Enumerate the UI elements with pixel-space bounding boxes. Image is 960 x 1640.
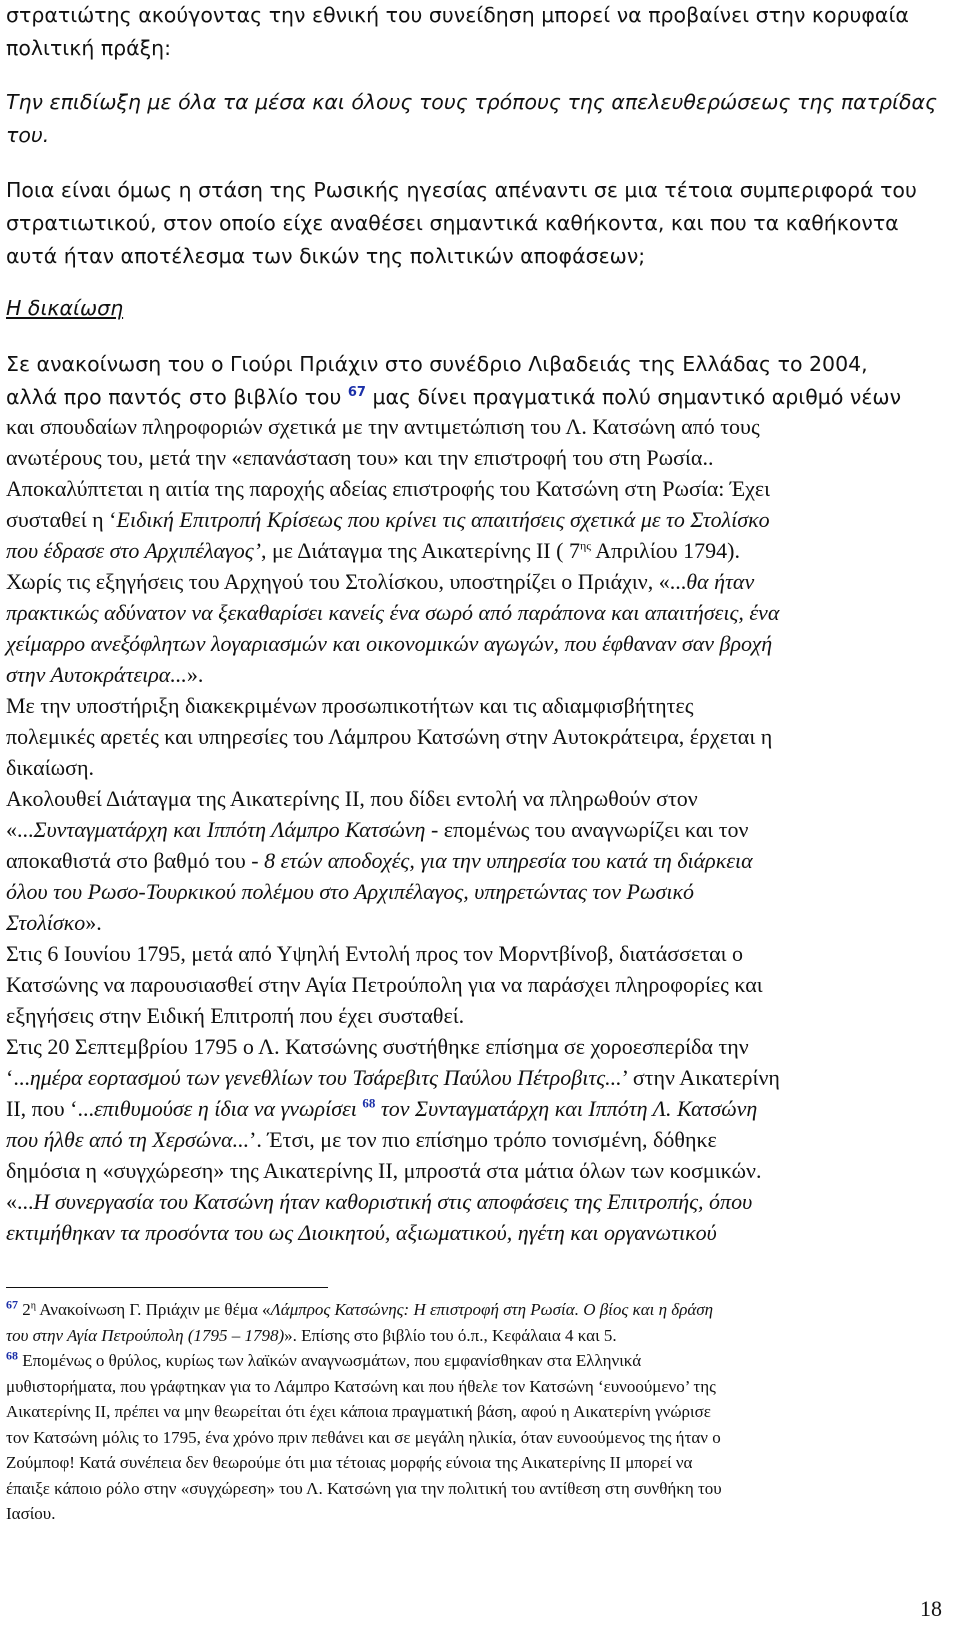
text-line: δικαίωση. [6, 755, 94, 780]
text-line: Ακολουθεί Διάταγμα της Αικατερίνης ΙΙ, που δίδει εντολή να πληρωθούν στον [6, 786, 698, 811]
footnote-68: $^{68}$ Επομένως ο θρύλος, κυρίως των λαϊκών αναγνωσμάτων, που εμφανίσθηκαν στα Ελληνικά [6, 1348, 642, 1370]
text-line: πολιτική πράξη: [6, 36, 172, 60]
text-line: Στις 6 Ιουνίου 1795, μετά από Υψηλή Εντολή προς τον Μορντβίνοβ, διατάσσεται ο [6, 941, 744, 966]
footnote-line: τον Κατσώνη μόλις το 1795, ένα χρόνο πριν πεθάνει και σε μεγάλη ηλικία, όταν ευνοούμενος της ήταν ο [6, 1427, 721, 1447]
text-line: πολεμικές αρετές και υπηρεσίες του Λάμπρου Κατσώνη στην Αυτοκράτειρα, έρχεται η [6, 724, 773, 749]
text-line: στρατιωτικού, στον οποίο είχε αναθέσει σημαντικά καθήκοντα, και που τα καθήκοντα [6, 211, 899, 235]
footnote-line: Ζούμποφ! Κατά συνέπεια δεν θεωρούμε ότι μια τέτοιας μορφής εύνοια της Αικατερίνης ΙΙ μπορεί να [6, 1453, 693, 1472]
text-line: Την επιδίωξη με όλα τα μέσα και όλους τους τρόπους της απελευθερώσεως της πατρίδας [6, 90, 938, 114]
text-line: εξηγήσεις στην Ειδική Επιτροπή που έχει συσταθεί. [6, 1003, 465, 1028]
text-line: του. [6, 123, 50, 147]
paragraph-main [6, 411, 951, 1248]
text-line: πρακτικώς αδύνατον να ξεκαθαρίσει κανείς ένα σωρό από παράπονα και απαιτήσεις, ένα [6, 600, 780, 625]
text-line: συσταθεί η ‘Ειδική Επιτροπή Κρίσεως που κρίνει τις απαιτήσεις σχετικά με το Στολίσκο [6, 507, 770, 532]
footnote-line: του στην Αγία Πετρούπολη (1795 – 1798)». Επίσης στο βιβλίο του ό.π., Κεφάλαια 4 και 5. [6, 1325, 617, 1345]
footnote-67: $^{67}$ $2^\eta$ Ανακοίνωση Γ. Πριάχιν με θέμα «Λάμπρος Κατσώνης: Η επιστροφή στη Ρωσία. Ο βίος και η δράση [6, 1297, 714, 1319]
text-line: Κατσώνης να παρουσιασθεί στην Αγία Πετρούπολη για να παράσχει πληροφορίες και [6, 972, 763, 997]
footnotes [6, 1297, 951, 1527]
text-line: ‘...ημέρα εορτασμού των γενεθλίων του Τσάρεβιτς Παύλου Πέτροβιτς...’ στην Αικατερίνη [6, 1065, 780, 1090]
text-line: δημόσια η «συγχώρεση» της Αικατερίνης ΙΙ, μπροστά στα μάτια όλων των κοσμικών. [6, 1158, 762, 1183]
text-line: στην Αυτοκράτειρα...». [6, 662, 204, 687]
section-heading: Η δικαίωση [6, 296, 124, 320]
text-line: χείμαρρο ανεξόφλητων λογαριασμών και οικονομικών αγωγών, που έφθαναν σαν βροχή [6, 631, 773, 656]
text-line: εκτιμήθηκαν τα προσόντα του ως Διοικητού, αξιωματικού, ηγέτη και οργανωτικού [6, 1220, 717, 1245]
text-line: και σπουδαίων πληροφοριών σχετικά με την αντιμετώπιση του Λ. Κατσώνη από τους [6, 414, 760, 439]
text-line: που ήλθε από τη Χερσώνα...’. Έτσι, με τον πιο επίσημο τρόπο τονισμένη, δόθηκε [6, 1127, 717, 1152]
text-line: Αποκαλύπτεται η αιτία της παροχής αδείας επιστροφής του Κατσώνη στη Ρωσία: Έχει [6, 476, 771, 501]
footnote-separator [6, 1287, 328, 1288]
footnote-marker-68: 68 [6, 1348, 18, 1363]
text-line: ΙΙ, που ‘...επιθυμούσε η ίδια να γνωρίσει $^{68}$ τον Συνταγματάρχη και Ιππότη Λ. Κατσώνη [6, 1095, 758, 1121]
footnote-marker-67: 67 [6, 1297, 18, 1312]
text-line: Στις 20 Σεπτεμβρίου 1795 ο Λ. Κατσώνης συστήθηκε επίσημα σε χοροεσπερίδα την [6, 1034, 749, 1059]
text-line: Χωρίς τις εξηγήσεις του Αρχηγού του Στολίσκου, υποστηρίζει ο Πριάχιν, «...θα ήταν [6, 569, 755, 594]
paragraph-goal [6, 86, 951, 152]
text-line: αλλά προ παντός στο βιβλίο του $^{67}$ μας δίνει πραγματικά πολύ σημαντικό αριθμό νέων [6, 385, 902, 409]
text-line: που έδρασε στο Αρχιπέλαγος’, με Διάταγμα της Αικατερίνης ΙΙ ( $7^{\eta\varsigma}$ Απριλίου 1794). [6, 538, 740, 563]
text-line: όλου του Ρωσο-Τουρκικού πολέμου στο Αρχιπέλαγος, υπηρετώντας τον Ρωσικό [6, 879, 695, 904]
footnote-ref-68[interactable]: 68 [362, 1095, 376, 1111]
text-line: αυτά ήταν αποτέλεσμα των δικών της πολιτικών αποφάσεων; [6, 244, 646, 268]
text-line: στρατιώτης ακούγοντας την εθνική του συνείδηση μπορεί να προβαίνει στην κορυφαία [6, 3, 909, 27]
footnote-line: Ιασίου. [6, 1504, 56, 1523]
page-number: 18 [920, 1596, 942, 1621]
text-line: αποκαθιστά στο βαθμό του - 8 ετών αποδοχές, για την υπηρεσία του κατά τη διάρκεια [6, 848, 753, 873]
text-line: Ποια είναι όμως η στάση της Ρωσικής ηγεσίας απέναντι σε μια τέτοια συμπεριφορά του [6, 178, 917, 202]
text-line: Σε ανακοίνωση του ο Γιούρι Πριάχιν στο συνέδριο Λιβαδειάς της Ελλάδας το 2004, [6, 352, 868, 376]
footnote-line: Αικατερίνης ΙΙ, πρέπει να μην θεωρείται ότι έχει κάποια πραγματική βάση, αφού η Αικατερίνη γνώρισε [6, 1402, 711, 1421]
text-line: Στολίσκο». [6, 910, 102, 935]
footnote-ref-67[interactable]: 67 [347, 385, 366, 401]
paragraph-intro [6, 0, 951, 65]
paragraph-announcement [6, 348, 951, 414]
footnote-line: έπαιξε κάποιο ρόλο στην «συγχώρεση» του Λ. Κατσώνη για την πολιτική του αντίθεση στη συνθήκη του [6, 1478, 722, 1498]
paragraph-question [6, 174, 951, 273]
text-line: «...Η συνεργασία του Κατσώνη ήταν καθοριστική στις αποφάσεις της Επιτροπής, όπου [6, 1189, 753, 1214]
text-line: ανωτέρους του, μετά την «επανάσταση του» και την επιστροφή του στη Ρωσία.. [6, 445, 714, 470]
text-line: Με την υποστήριξη διακεκριμένων προσωπικοτήτων και τις αδιαμφισβήτητες [6, 693, 694, 718]
text-line: «...Συνταγματάρχη και Ιππότη Λάμπρο Κατσώνη - επομένως του αναγνωρίζει και τον [6, 817, 749, 842]
footnote-line: μυθιστορήματα, που γράφτηκαν για το Λάμπρο Κατσώνη και που ήθελε τον Κατσώνη ‘ευνοούμενο’ της [6, 1376, 716, 1396]
